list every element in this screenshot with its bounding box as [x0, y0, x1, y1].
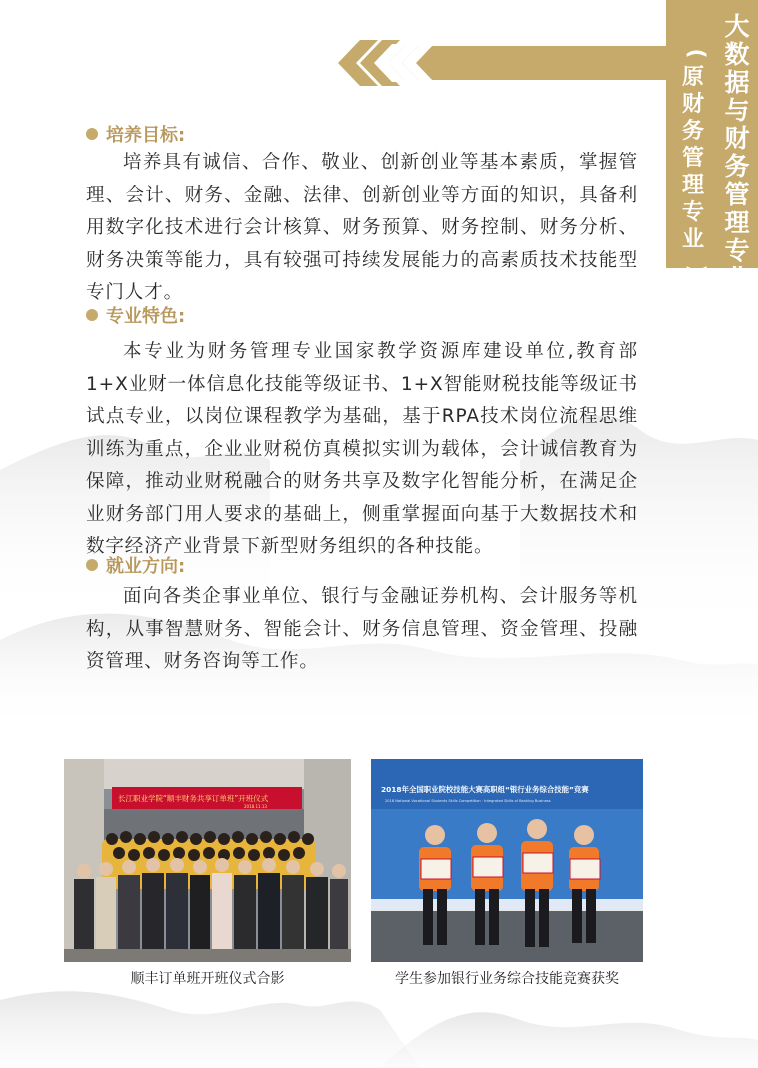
- bullet-dot-icon: [86, 128, 98, 140]
- banner-title: 大 数 据 与 财 务 管 理 专 业: [724, 12, 750, 293]
- goal-paragraph: 培养具有诚信、合作、敬业、创新创业等基本素质，掌握管理、会计、财务、金融、法律、创新创业等方面的知识，具备利用数字化技术进行会计核算、财务预算、财务控制、财务分析、财务决策等能力，具有较强可持续发展能力的高素质技术技能型专门人才。: [86, 152, 638, 303]
- photo-ceremony-group: [64, 759, 351, 962]
- department-title-banner: [666, 0, 758, 293]
- career-heading: 就业方向:: [86, 552, 185, 578]
- ceremony-banner-text: 长江职业学院“顺丰财务共享订单班”开班仪式: [118, 794, 269, 803]
- goal-heading: 培养目标:: [86, 121, 185, 147]
- feature-paragraph: 本专业为财务管理专业国家教学资源库建设单位,教育部1+X业财一体信息化技能等级证书、1+X智能财税技能等级证书试点专业，以岗位课程教学为基础，基于RPA技术岗位流程思维训练为重点，企业业财税仿真模拟实训为载体，会计诚信教育为保障，推动业财税融合的财务共享及数字化智能分析，在满足企业财务部门用人要求的基础上，侧重掌握面向基于大数据技术和数字经济产业背景下新型财务组织的各种技能。: [86, 341, 638, 557]
- ceremony-banner-date: 2018.11.13: [244, 804, 267, 809]
- bullet-dot-icon: [86, 309, 98, 321]
- photo-ceremony-caption: 顺丰订单班开班仪式合影: [130, 971, 285, 987]
- banner-subtitle: ( 原 财 务 管 理 专 业 ): [681, 48, 709, 275]
- bullet-dot-icon: [86, 559, 98, 571]
- career-paragraph: 面向各类企事业单位、银行与金融证券机构、会计服务等机构，从事智慧财务、智能会计、财务信息管理、资金管理、投融资管理、财务咨询等工作。: [86, 586, 638, 672]
- competition-banner-subtext: 2018 National Vocational Students Skills Competition · Integrated Skills of Banking Business: [385, 799, 551, 803]
- photo-competition-caption: 学生参加银行业务综合技能竞赛获奖: [395, 971, 619, 987]
- photo-competition-illustration: [371, 759, 643, 962]
- feature-heading: 专业特色:: [86, 302, 185, 328]
- competition-banner-text: 2018年全国职业院校技能大赛高职组“银行业务综合技能”竞赛: [381, 785, 589, 794]
- chevron-arrows-decoration: [330, 40, 666, 86]
- photo-competition-award: [371, 759, 643, 962]
- photo-ceremony-illustration: [64, 759, 351, 962]
